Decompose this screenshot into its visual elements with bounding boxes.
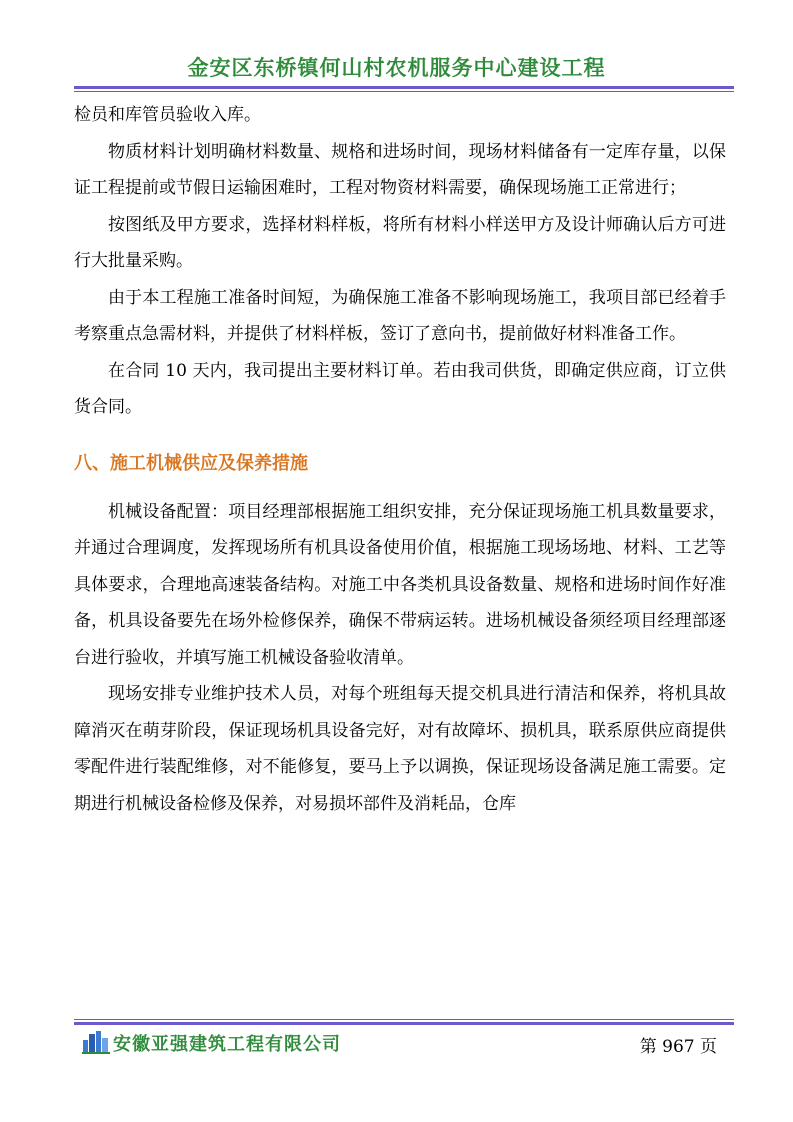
paragraph-6: 机械设备配置：项目经理部根据施工组织安排，充分保证现场施工机具数量要求，并通过合理调度，发挥现场所有机具设备使用价值，根据施工现场场地、材料、工艺等具体要求，合理地高速装备结构。对施工中各类机具设备数量、规格和进场时间作好准备，机具设备要先在场外检修保养，确保不带病运转。进场机械设备须经项目经理部逐台进行验收，并填写施工机械设备验收清单。	[74, 501, 726, 668]
paragraph-3: 按图纸及甲方要求，选择材料样板，将所有材料小样送甲方及设计师确认后方可进行大批量采购。	[74, 214, 726, 271]
document-body	[74, 97, 726, 822]
building-logo-icon	[82, 1030, 110, 1054]
paragraph-4: 由于本工程施工准备时间短，为确保施工准备不影响现场施工，我项目部已经着手考察重点急需材料，并提供了材料样板，签订了意向书，提前做好材料准备工作。	[74, 287, 726, 344]
section-heading: 八、施工机械供应及保养措施	[74, 452, 308, 474]
paragraph-1: 检员和库管员验收入库。	[74, 105, 261, 125]
footer-company: 安徽亚强建筑工程有限公司	[113, 1034, 341, 1055]
paragraph-5: 在合同 10 天内，我司提出主要材料订单。若由我司供货，即确定供应商，订立供货合同。	[74, 360, 726, 417]
page-number: 第 967 页	[639, 1037, 717, 1057]
paragraph-2: 物质材料计划明确材料数量、规格和进场时间，现场材料储备有一定库存量，以保证工程提前或节假日运输困难时，工程对物资材料需要，确保现场施工正常进行；	[74, 141, 726, 198]
paragraphs-bottom	[74, 494, 726, 823]
paragraph-7: 现场安排专业维护技术人员，对每个班组每天提交机具进行清洁和保养，将机具故障消灭在萌芽阶段，保证现场机具设备完好，对有故障坏、损机具，联系原供应商提供零配件进行装配维修，对不能修复，要马上予以调换，保证现场设备满足施工需要。定期进行机械设备检修及保养，对易损坏部件及消耗品，仓库	[74, 684, 726, 814]
paragraphs-top	[74, 97, 726, 426]
header-title: 金安区东桥镇何山村农机服务中心建设工程	[187, 56, 606, 80]
footer-rule	[74, 1019, 734, 1025]
header-rule	[74, 86, 734, 92]
